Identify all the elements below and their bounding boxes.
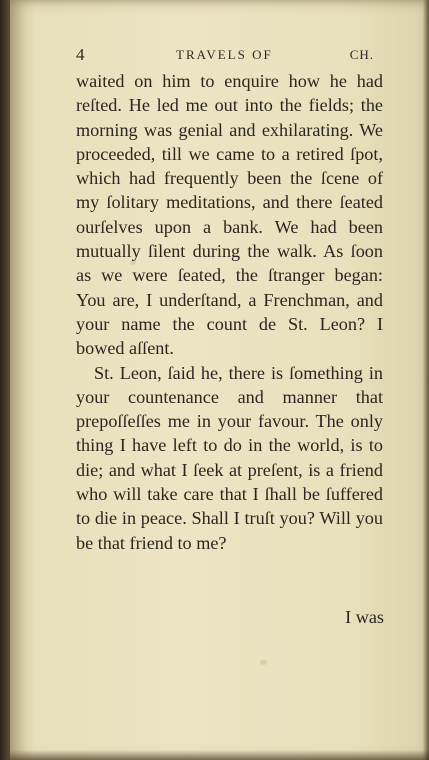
paragraph-2: St. Leon, ſaid he, there is ſomething in your countenance and manner that prepoſſeſſes me in your favour. The only thing I have left to do in the world, is to die; and what I ſeek at preſent, is a friend who will take care that I ſhall be ſuffered to die in peace. Shall I truſt you? Will you be that friend to me? <box>76 362 383 553</box>
running-header <box>76 45 374 67</box>
binding-gutter <box>0 0 10 760</box>
page-edge-bottom <box>10 750 429 760</box>
paragraph-1: waited on him to enquire how he had reſted. He led me out into the fields; the morning was genial and exhilarating. We proceeded, till we came to a retired ſpot, which had frequently been the ſcene of my ſolitary meditations, and there ſeated ourſelves upon a bank. We had been mutually ſilent during the walk. As ſoon as we were ſeated, the ſtranger began: You are, I underſtand, a Frenchman, and your name the count de St. Leon? I bowed aſſent. <box>76 71 383 359</box>
foxing-stain <box>260 660 267 665</box>
running-title: TRAVELS OF <box>176 47 273 62</box>
page-number: 4 <box>76 45 85 64</box>
catchword: I was <box>345 607 384 627</box>
body-text <box>76 69 383 555</box>
chapter-mark: CH. <box>349 47 374 62</box>
page-edge-right <box>423 0 429 760</box>
